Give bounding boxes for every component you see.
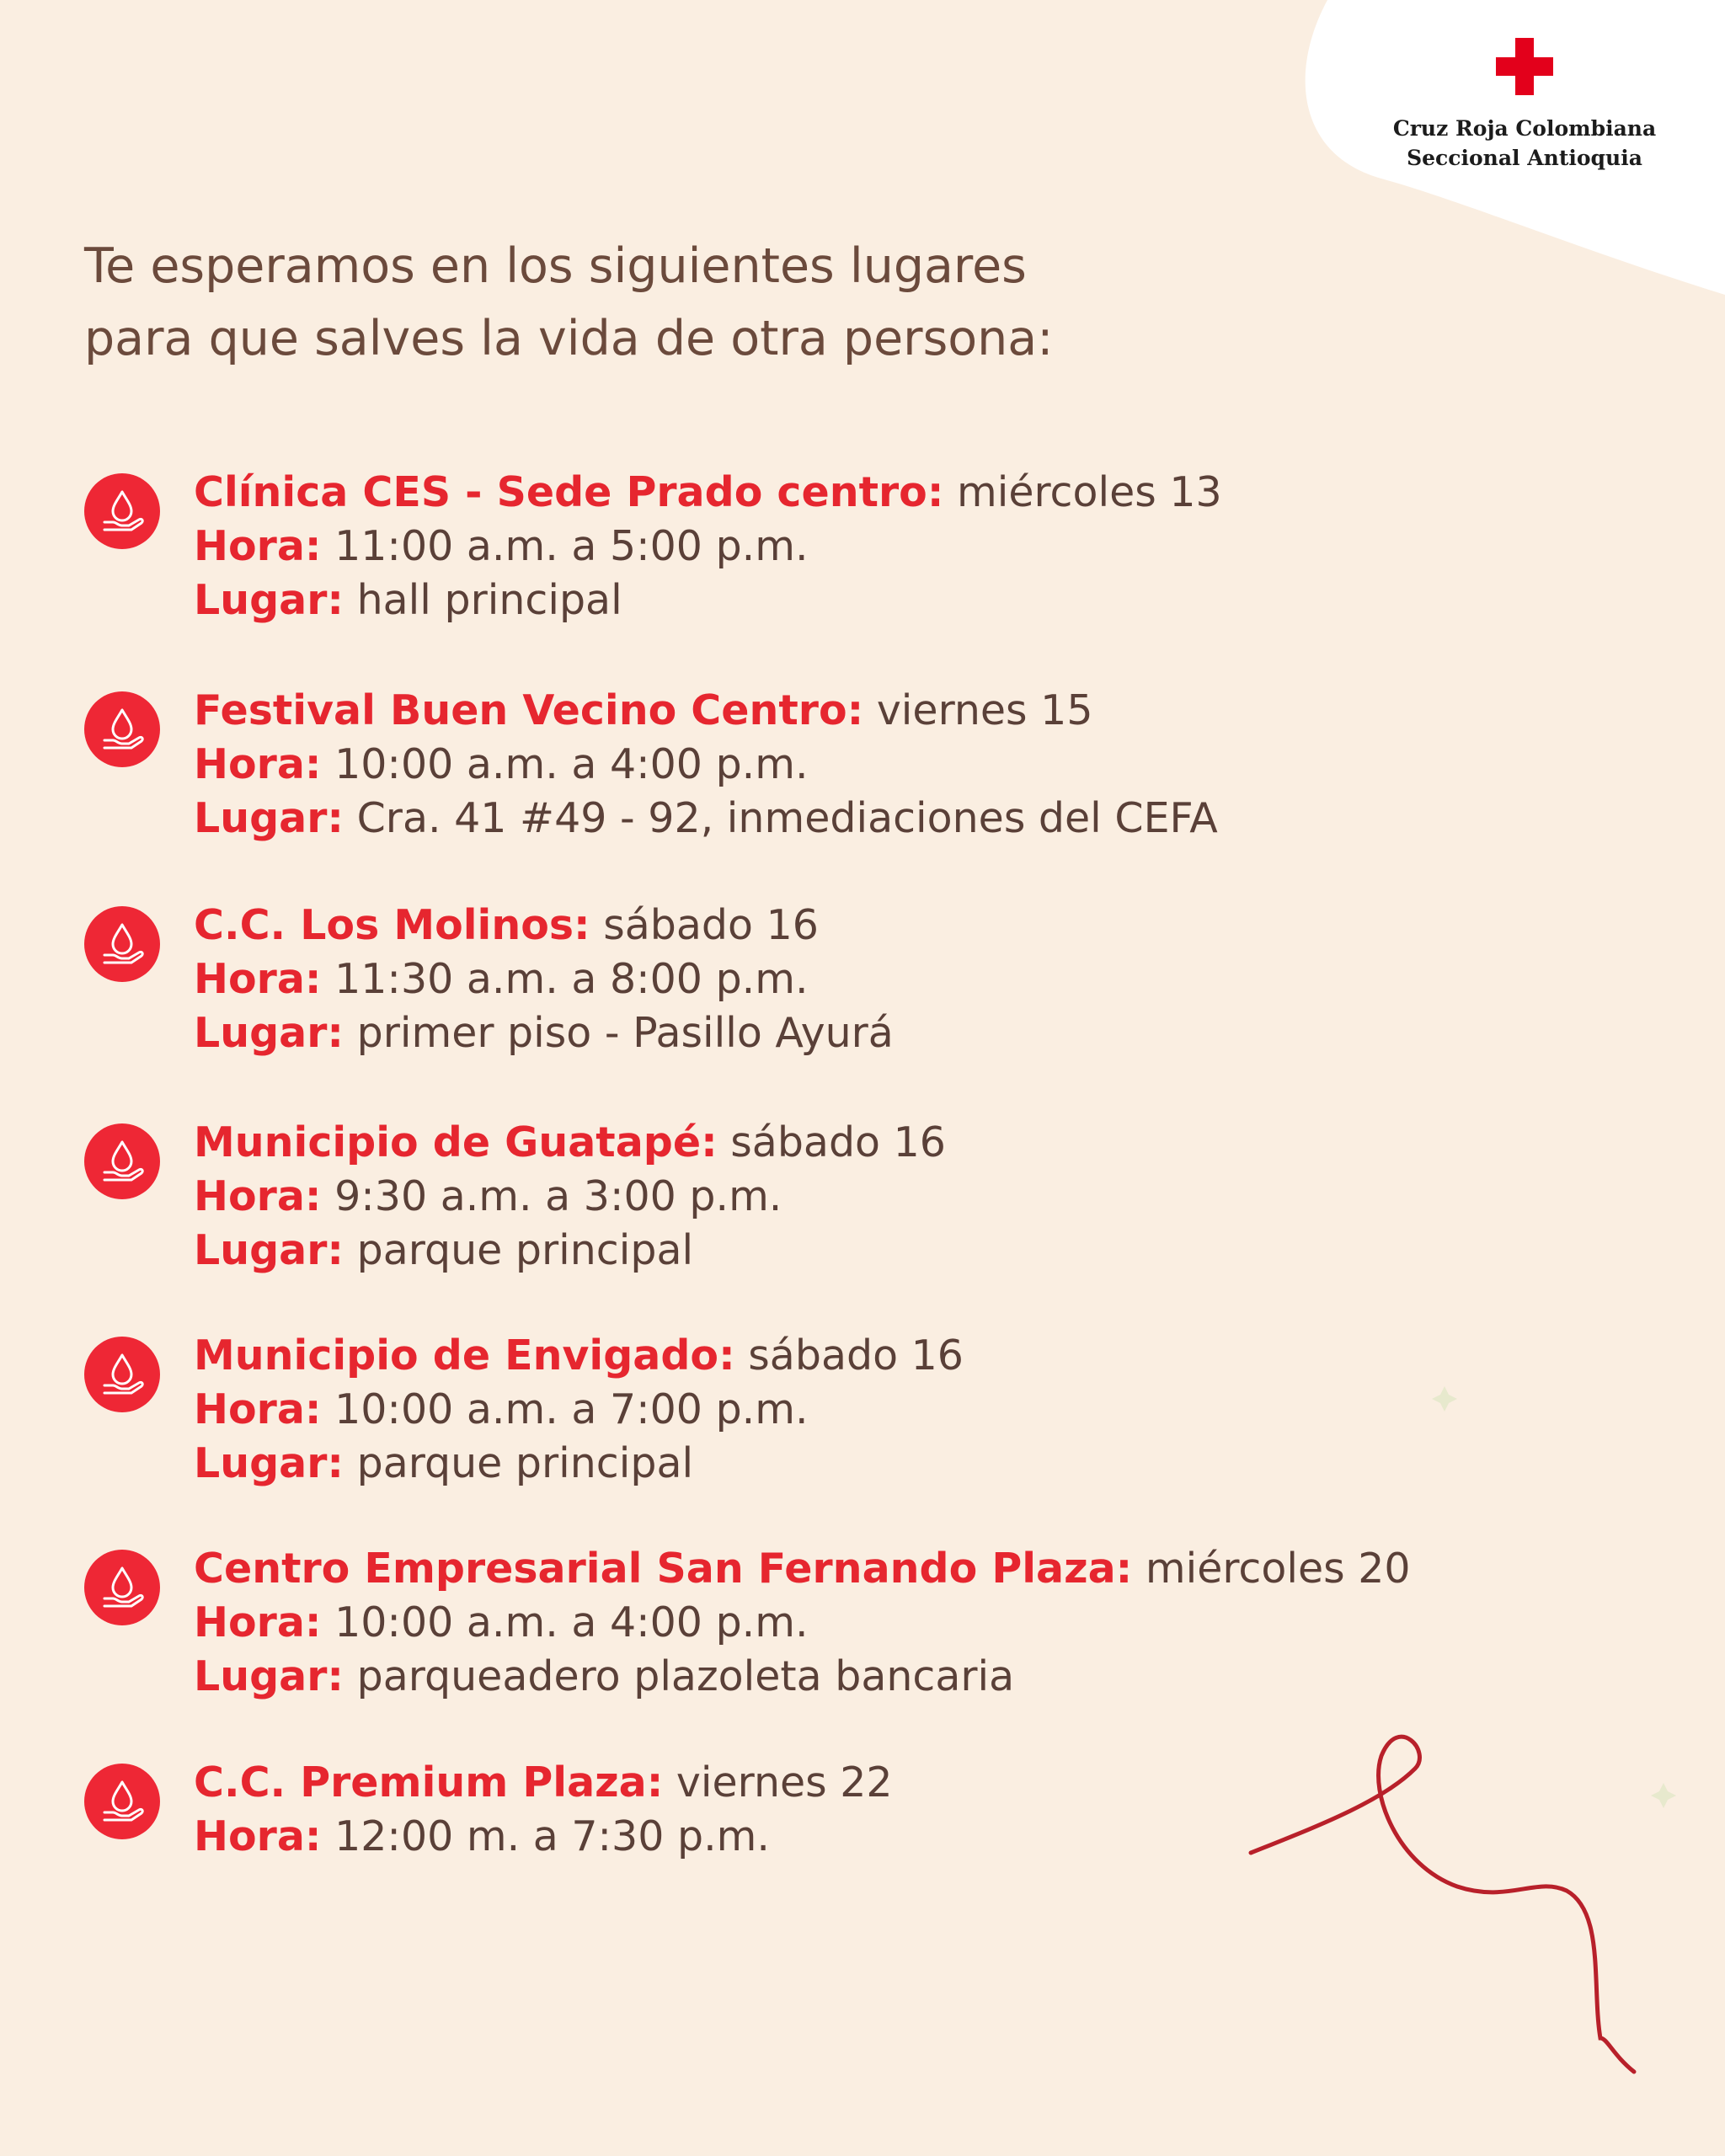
event-place-line: [194, 1224, 946, 1278]
red-cross-icon: [1496, 38, 1553, 95]
event-title-line: [194, 1756, 893, 1810]
event-date: miércoles 20: [1145, 1545, 1411, 1593]
event-hours: 11:00 a.m. a 5:00 p.m.: [334, 522, 809, 570]
event-place: primer piso - Pasillo Ayurá: [356, 1009, 894, 1057]
cruz-roja-logo: [1381, 38, 1668, 173]
event-date: sábado 16: [730, 1118, 946, 1166]
event-place: parqueadero plazoleta bancaria: [356, 1652, 1015, 1700]
lugar-label: Lugar:: [194, 1439, 344, 1487]
blood-drop-hand-icon: [84, 473, 160, 549]
event-place-line: [194, 574, 1222, 627]
event-hours-line: [194, 738, 1218, 792]
sparkle-decoration: [1432, 1386, 1676, 1808]
event-name: Centro Empresarial San Fernando Plaza:: [194, 1545, 1133, 1593]
event-place-line: [194, 1006, 894, 1060]
event-name: Municipio de Envigado:: [194, 1331, 735, 1380]
hora-label: Hora:: [194, 740, 322, 788]
event-date: miércoles 13: [957, 468, 1222, 516]
event-hours-line: [194, 1810, 893, 1864]
event-hours-line: [194, 1170, 946, 1224]
event-hours-line: [194, 1383, 964, 1437]
hora-label: Hora:: [194, 1812, 322, 1860]
event-name: Municipio de Guatapé:: [194, 1118, 718, 1166]
event-place-line: [194, 1437, 964, 1491]
event-name: C.C. Los Molinos:: [194, 901, 590, 949]
lugar-label: Lugar:: [194, 1652, 344, 1700]
logo-subtitle: Seccional Antioquia: [1407, 146, 1642, 170]
blood-drop-hand-icon: [84, 1764, 160, 1839]
event-hours: 9:30 a.m. a 3:00 p.m.: [334, 1172, 782, 1220]
event-date: sábado 16: [603, 901, 819, 949]
blood-drop-hand-icon: [84, 691, 160, 767]
hora-label: Hora:: [194, 1385, 322, 1433]
blood-drop-hand-icon: [84, 1337, 160, 1412]
event-place: parque principal: [356, 1226, 694, 1274]
event-title-line: [194, 1329, 964, 1383]
headline-line-1: Te esperamos en los siguientes lugares: [84, 238, 1027, 294]
hora-label: Hora:: [194, 955, 322, 1003]
event-hours: 10:00 a.m. a 4:00 p.m.: [334, 1598, 809, 1646]
event-hours-line: [194, 953, 894, 1006]
event-date: sábado 16: [748, 1331, 964, 1380]
event-place: hall principal: [356, 576, 622, 624]
headline-line-2: para que salves la vida de otra persona:: [84, 311, 1054, 366]
event-place-line: [194, 1650, 1411, 1704]
event-hours-line: [194, 1596, 1411, 1650]
event-hours-line: [194, 520, 1222, 574]
logo-name: Cruz Roja Colombiana: [1392, 116, 1657, 141]
hora-label: Hora:: [194, 522, 322, 570]
event-place-line: [194, 792, 1218, 846]
event-hours: 12:00 m. a 7:30 p.m.: [334, 1812, 770, 1860]
page-headline: [84, 230, 1053, 375]
event-date: viernes 22: [676, 1758, 893, 1806]
event-title-line: [194, 1542, 1411, 1596]
blood-drop-hand-icon: [84, 1550, 160, 1625]
event-date: viernes 15: [876, 686, 1093, 734]
event-place: parque principal: [356, 1439, 694, 1487]
red-ribbon-decoration: [1251, 1737, 1634, 2072]
event-title-line: [194, 1116, 946, 1170]
lugar-label: Lugar:: [194, 1226, 344, 1274]
lugar-label: Lugar:: [194, 576, 344, 624]
event-title-line: [194, 466, 1222, 520]
hora-label: Hora:: [194, 1598, 322, 1646]
blood-drop-hand-icon: [84, 1123, 160, 1199]
event-title-line: [194, 684, 1218, 738]
blood-drop-hand-icon: [84, 906, 160, 982]
lugar-label: Lugar:: [194, 1009, 344, 1057]
event-hours: 10:00 a.m. a 4:00 p.m.: [334, 740, 809, 788]
event-place: Cra. 41 #49 - 92, inmediaciones del CEFA: [356, 794, 1218, 842]
event-name: Festival Buen Vecino Centro:: [194, 686, 864, 734]
event-hours: 11:30 a.m. a 8:00 p.m.: [334, 955, 809, 1003]
lugar-label: Lugar:: [194, 794, 344, 842]
event-name: C.C. Premium Plaza:: [194, 1758, 664, 1806]
event-title-line: [194, 899, 894, 953]
event-name: Clínica CES - Sede Prado centro:: [194, 468, 944, 516]
event-hours: 10:00 a.m. a 7:00 p.m.: [334, 1385, 809, 1433]
hora-label: Hora:: [194, 1172, 322, 1220]
